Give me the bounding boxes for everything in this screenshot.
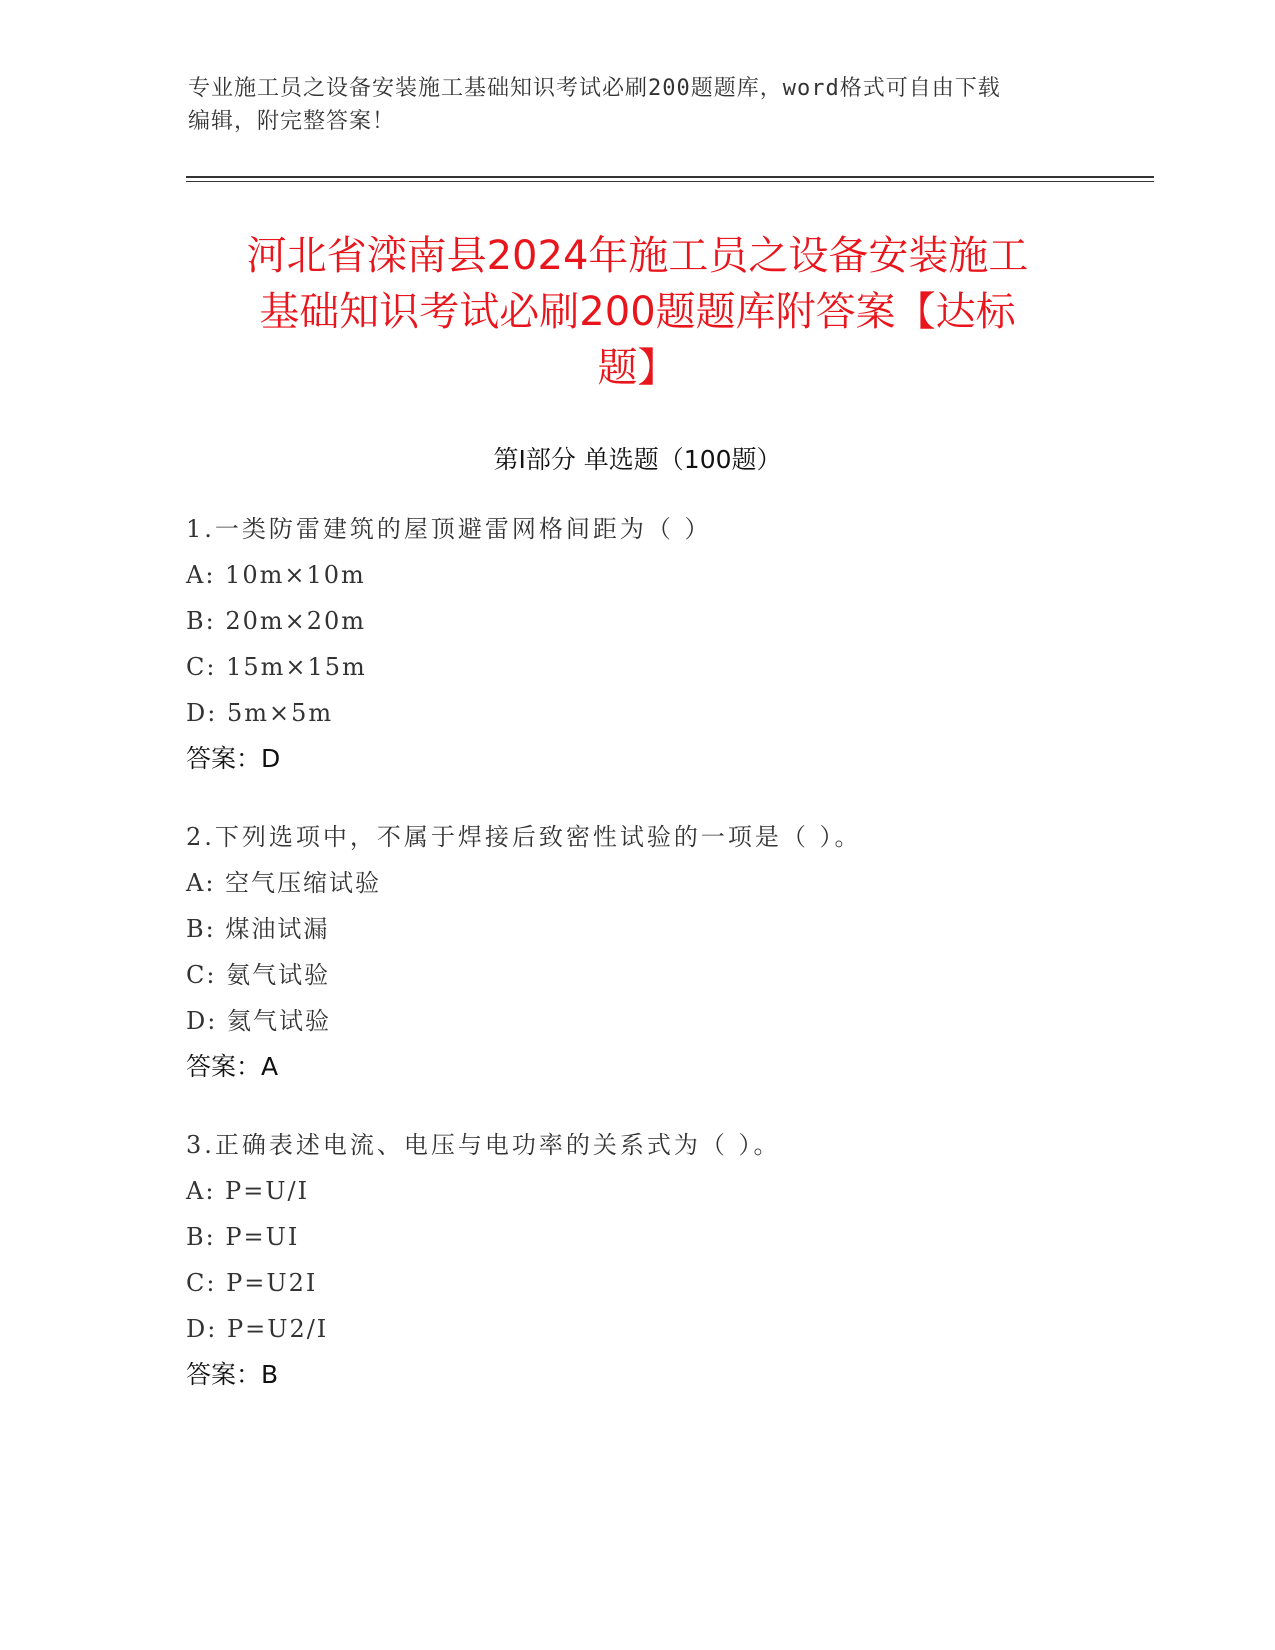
option-a: A: P=U/I (186, 1177, 310, 1205)
answer-text: 答案：D (186, 744, 281, 773)
option-c: C: 15m×15m (186, 653, 367, 681)
option-a: A: 10m×10m (186, 561, 366, 589)
document-title (150, 228, 1125, 396)
option-a: A: 空气压缩试验 (186, 869, 382, 897)
question-stem: 1.一类防雷建筑的屋顶避雷网格间距为（ ） (186, 515, 712, 543)
intro-line-2: 编辑，附完整答案！ (188, 109, 396, 134)
question-stem: 2.下列选项中，不属于焊接后致密性试验的一项是（ ）。 (186, 823, 862, 851)
question-stem: 3.正确表述电流、电压与电功率的关系式为（ ）。 (186, 1131, 781, 1159)
option-d: D: P=U2/I (186, 1315, 329, 1343)
intro-line-1: 专业施工员之设备安装施工基础知识考试必刷200题题库，word格式可自由下载 (188, 76, 1001, 101)
question-3 (186, 1122, 781, 1398)
option-b: B: 煤油试漏 (186, 915, 330, 943)
intro-text (188, 72, 1088, 138)
option-d: D: 5m×5m (186, 699, 334, 727)
option-d: D: 氦气试验 (186, 1007, 331, 1035)
section-heading: 第Ⅰ部分 单选题（100题） (493, 445, 782, 474)
option-c: C: 氨气试验 (186, 961, 331, 989)
answer-text: 答案：A (186, 1052, 279, 1081)
question-1 (186, 506, 712, 782)
title-line-2: 基础知识考试必刷200题题库附答案【达标 (259, 289, 1016, 335)
answer-text: 答案：B (186, 1360, 279, 1389)
option-b: B: 20m×20m (186, 607, 367, 635)
question-2 (186, 814, 862, 1090)
header-divider-thin (186, 181, 1154, 182)
title-line-3: 题】 (597, 345, 678, 391)
title-line-1: 河北省滦南县2024年施工员之设备安装施工 (246, 233, 1029, 279)
option-b: B: P=UI (186, 1223, 300, 1251)
header-divider-thick (186, 176, 1154, 178)
option-c: C: P=U2I (186, 1269, 318, 1297)
